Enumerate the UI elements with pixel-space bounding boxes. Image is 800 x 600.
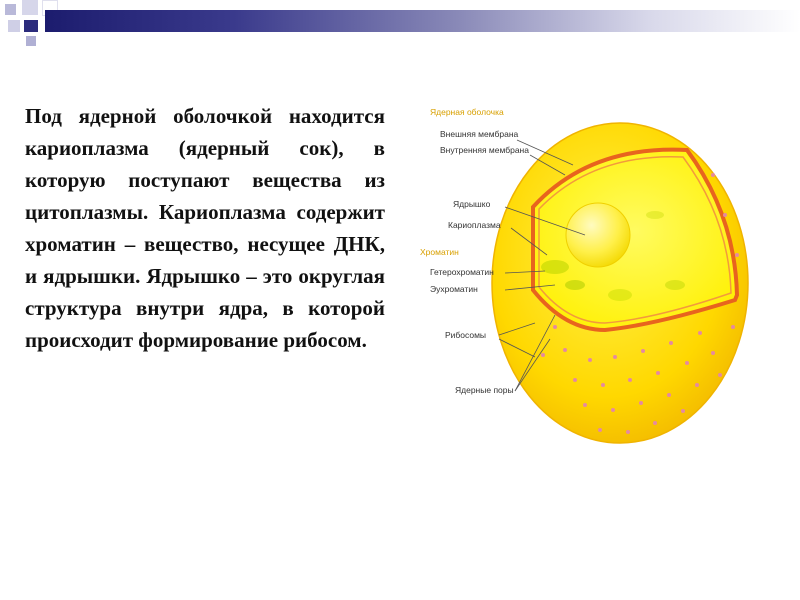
- nucleus-diagram-svg: [415, 95, 785, 455]
- decor-square-1: [5, 4, 16, 15]
- label-karyoplasm: Кариоплазма: [448, 220, 501, 230]
- header-decoration: [0, 0, 800, 48]
- label-nucleolus: Ядрышко: [453, 199, 491, 209]
- slide-paragraph: Под ядерной оболочкой находится кариоплазма (ядерный сок), в которую поступают вещества из цитоплазмы. Кариоплазма содержит хроматин – вещество, несущее ДНК, и ядрышки. Ядрышко – это округлая структура внутри ядра, в которой происходит формирование рибосом.: [25, 104, 385, 352]
- header-gradient-band: [45, 10, 800, 32]
- label-ribosomes: Рибосомы: [445, 330, 487, 340]
- nucleolus: [566, 203, 630, 267]
- label-chromatin: Хроматин: [420, 247, 459, 257]
- label-inner-membrane: Внутренняя мембрана: [440, 145, 529, 155]
- decor-square-3: [24, 20, 38, 32]
- nucleus-diagram: [415, 95, 785, 455]
- decor-square-2: [22, 0, 38, 15]
- label-heterochromatin: Гетерохроматин: [430, 267, 494, 277]
- label-outer-membrane: Внешняя мембрана: [440, 129, 519, 139]
- label-euchromatin: Эухроматин: [430, 284, 478, 294]
- decor-square-6: [26, 36, 36, 46]
- decor-square-5: [8, 20, 20, 32]
- label-nuclear-pores: Ядерные поры: [455, 385, 514, 395]
- label-nuclear-envelope: Ядерная оболочка: [430, 107, 504, 117]
